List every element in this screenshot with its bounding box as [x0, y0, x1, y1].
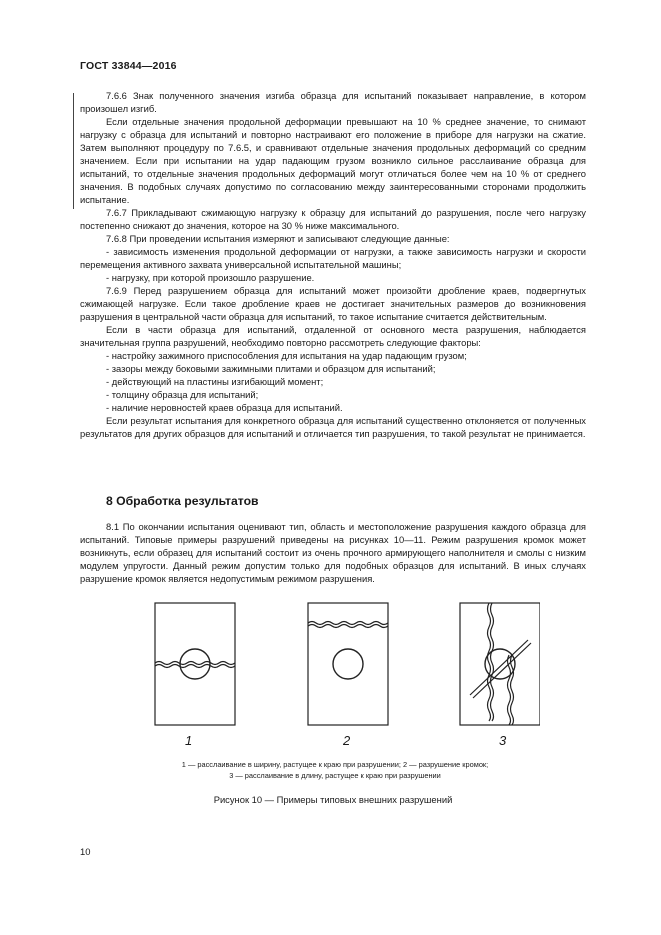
specimen-3-diagonal-crack-b: [473, 643, 531, 698]
list-item: - зависимость изменения продольной деформации от нагрузки, а также зависимость нагрузки и скорости перемещения активного захвата универсальной испытательной машины;: [80, 246, 586, 270]
paragraph: Если в части образца для испытаний, отдаленной от основного места разрушения, наблюдается значительная группа разрушений, необходимо повторно рассмотреть следующие факторы:: [80, 324, 586, 348]
specimen-3-outline: [460, 603, 540, 725]
body-text: [80, 89, 586, 440]
list-item: - толщину образца для испытаний;: [106, 389, 259, 400]
legend-line: 1 — расслаивание в ширину, растущее к краю при разрушении; 2 — разрушение кромок;: [181, 760, 489, 769]
change-bar: [73, 93, 74, 209]
paragraph: Если результат испытания для конкретного образца для испытаний существенно отклоняется от полученных результатов для других образцов для испытаний и отличается тип разрушения, то такой результат не принимается.: [80, 415, 586, 439]
paragraph: 7.6.6 Знак полученного значения изгиба образца для испытаний показывает направление, в котором произошел изгиб.: [80, 90, 586, 114]
document-header: ГОСТ 33844—2016: [80, 60, 177, 72]
section-heading: 8 Обработка результатов: [106, 494, 259, 508]
figure-label-2: 2: [343, 733, 351, 748]
specimen-2-drawing: [308, 603, 388, 725]
page-number: 10: [80, 846, 91, 857]
figure-label-3: 3: [499, 733, 507, 748]
specimen-1-drawing: [155, 603, 235, 725]
list-item: - нагрузку, при которой произошло разрушение.: [106, 272, 315, 283]
paragraph: 7.6.7 Прикладывают сжимающую нагрузку к образцу для испытаний до разрушения, после чего нагрузку постепенно снижают до значения, которое на 30 % ниже максимального.: [80, 207, 586, 231]
legend-line: 3 — расслаивание в длину, растущее к краю при разрушении: [229, 771, 441, 780]
paragraph: 8.1 По окончании испытания оценивают тип, область и местоположение разрушения каждого образца для испытаний. Типовые примеры разрушений приведены на рисунках 10—11. Режим разрушения кромок может возникнуть, если образец для испытаний состоит из очень прочного армирующего наполнителя и смолы с низким модулем упругости. Данный режим допустим только для подобных образцов для испытаний. В иных случаях разрушение кромок является недопустимым режимом разрушения.: [80, 521, 586, 584]
list-item: - наличие неровностей краев образца для испытаний.: [106, 402, 343, 413]
specimen-3-diagonal-crack-a: [470, 640, 528, 695]
list-item: - действующий на пластины изгибающий момент;: [106, 376, 324, 387]
figure-label-1: 1: [185, 733, 193, 748]
paragraph: 7.6.9 Перед разрушением образца для испытаний может произойти дробление краев, подвергнутых сжимающей нагрузке. Если такое дробление краев не достигает значительных размеров до возникновения разрушения в центральной части образца для испытаний, то такое испытание считается действительным.: [80, 285, 586, 322]
figure-legend: [110, 759, 560, 781]
paragraph: Если отдельные значения продольной деформации превышают на 10 % среднее значение, то снимают нагрузку с образца для испытаний и повторно настраивают его положение в приборе для нагрузки на сжатие. Затем выполняют процедуру по 7.6.5, и сравнивают отдельные значения продольных деформаций со средним значением. Если при испытании на удар падающим грузом возникло сильное расслаивание образца для испытаний, то отдельные значения продольных деформаций могут отличаться более чем на 10 % от среднего значения. В подобных случаях допустимо по согласованию между заинтересованными сторонами продолжить испытание.: [80, 116, 586, 205]
list-item: - зазоры между боковыми зажимными плитами и образцом для испытаний;: [106, 363, 436, 374]
failure-examples-figure: [140, 600, 540, 750]
section-body-text: [80, 520, 586, 585]
specimen-3-long-crack-d: [511, 655, 514, 725]
specimen-2-impact-circle: [333, 649, 363, 679]
specimen-3-drawing: [460, 603, 540, 725]
list-item: - настройку зажимного приспособления для испытания на удар падающим грузом;: [106, 350, 467, 361]
paragraph: 7.6.8 При проведении испытания измеряют и записывают следующие данные:: [106, 233, 450, 244]
figure-caption: Рисунок 10 — Примеры типовых внешних разрушений: [213, 794, 453, 805]
